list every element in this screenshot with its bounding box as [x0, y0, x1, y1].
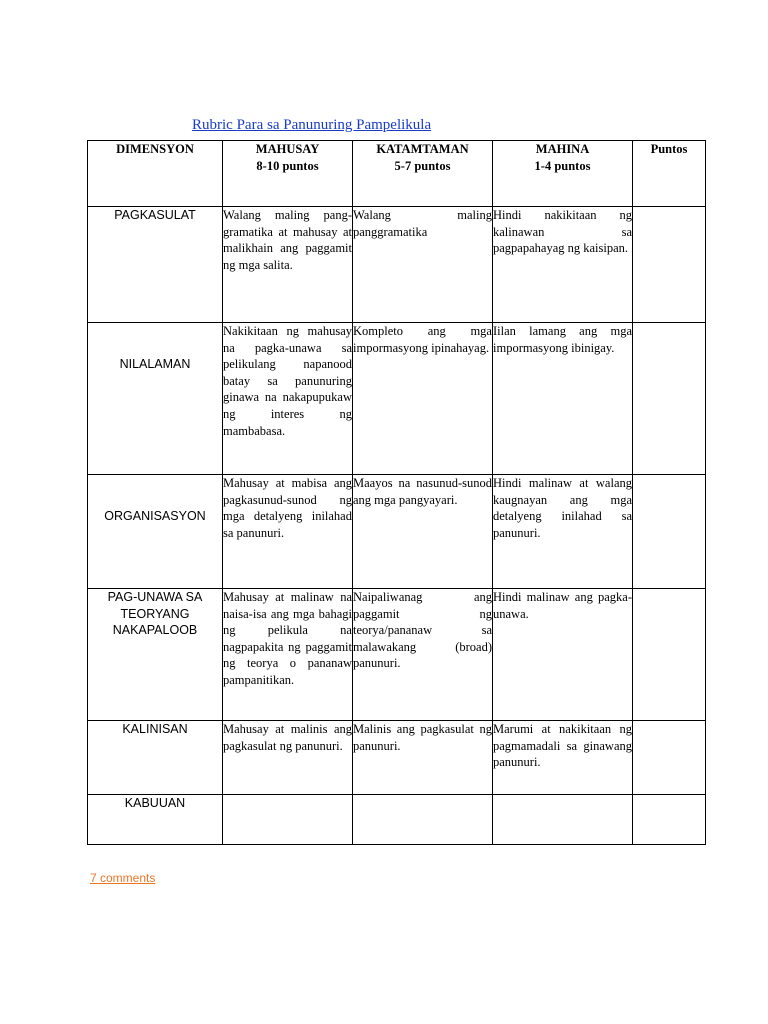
puntos-cell	[633, 323, 706, 475]
katamtaman-cell: Walang maling panggramatika	[353, 207, 493, 323]
header-name: KATAMTAMAN	[376, 142, 469, 156]
dimension-cell: KALINISAN	[88, 721, 223, 795]
header-katamtaman	[353, 141, 493, 207]
header-mahusay	[223, 141, 353, 207]
mahusay-cell	[223, 795, 353, 845]
mahusay-cell: Mahusay at mabisa ang pagkasunud-sunod ng mga detalyeng inilahad sa panunuri.	[223, 475, 353, 589]
header-name: DIMENSYON	[116, 142, 194, 156]
puntos-cell	[633, 475, 706, 589]
puntos-cell	[633, 207, 706, 323]
header-points: 5-7 puntos	[394, 158, 451, 173]
katamtaman-cell: Malinis ang pagkasulat ng panunuri.	[353, 721, 493, 795]
table-row	[88, 795, 706, 845]
header-puntos	[633, 141, 706, 207]
mahusay-cell: Nakikitaan ng mahusay na pagka-unawa sa pelikulang napanood batay sa panunuring ginawa na nakapupukaw ng interes ng mambabasa.	[223, 323, 353, 475]
table-row	[88, 721, 706, 795]
header-name: MAHUSAY	[255, 142, 320, 156]
mahusay-cell: Mahusay at malinaw na naisa-isa ang mga bahagi ng pelikula na nagpapakita ng paggamit ng teorya o pananaw pampanitikan.	[223, 589, 353, 721]
header-points: 1-4 puntos	[534, 158, 591, 173]
mahina-cell: Hindi nakikitaan ng kalinawan sa pagpapahayag ng kaisipan.	[493, 207, 633, 323]
mahina-cell	[493, 795, 633, 845]
mahusay-cell: Mahusay at malinis ang pagkasulat ng panunuri.	[223, 721, 353, 795]
katamtaman-cell: Naipaliwanag ang paggamit ng teorya/pananaw sa malawakang (broad) panunuri.	[353, 589, 493, 721]
dimension-cell: NILALAMAN	[88, 323, 223, 475]
header-row	[88, 141, 706, 207]
mahusay-cell: Walang maling pang-gramatika at mahusay at malikhain ang paggamit ng mga salita.	[223, 207, 353, 323]
rubric-table	[87, 140, 706, 845]
mahina-cell: Marumi at nakikitaan ng pagmamadali sa ginawang panunuri.	[493, 721, 633, 795]
dimension-cell: ORGANISASYON	[88, 475, 223, 589]
mahina-cell: Hindi malinaw ang pagka-unawa.	[493, 589, 633, 721]
table-row	[88, 207, 706, 323]
puntos-cell	[633, 795, 706, 845]
puntos-cell	[633, 721, 706, 795]
mahina-cell: Hindi malinaw at walang kaugnayan ang mga detalyeng inilahad sa panunuri.	[493, 475, 633, 589]
puntos-cell	[633, 589, 706, 721]
comments-link[interactable]: 7 comments	[90, 871, 156, 885]
header-mahina	[493, 141, 633, 207]
table-row	[88, 323, 706, 475]
table-row	[88, 475, 706, 589]
katamtaman-cell: Maayos na nasunud-sunod ang mga pangyayari.	[353, 475, 493, 589]
header-name: Puntos	[650, 142, 688, 156]
mahina-cell: Iilan lamang ang mga impormasyong ibinigay.	[493, 323, 633, 475]
katamtaman-cell	[353, 795, 493, 845]
header-points: 8-10 puntos	[256, 158, 319, 173]
dimension-cell: PAGKASULAT	[88, 207, 223, 323]
dimension-cell: KABUUAN	[88, 795, 223, 845]
katamtaman-cell: Kompleto ang mga impormasyong ipinahayag.	[353, 323, 493, 475]
header-dimensyon	[88, 141, 223, 207]
dimension-cell: PAG-UNAWA SA TEORYANG NAKAPALOOB	[88, 589, 223, 721]
header-name: MAHINA	[535, 142, 590, 156]
table-row	[88, 589, 706, 721]
page-title[interactable]: Rubric Para sa Panunuring Pampelikula	[192, 117, 432, 133]
